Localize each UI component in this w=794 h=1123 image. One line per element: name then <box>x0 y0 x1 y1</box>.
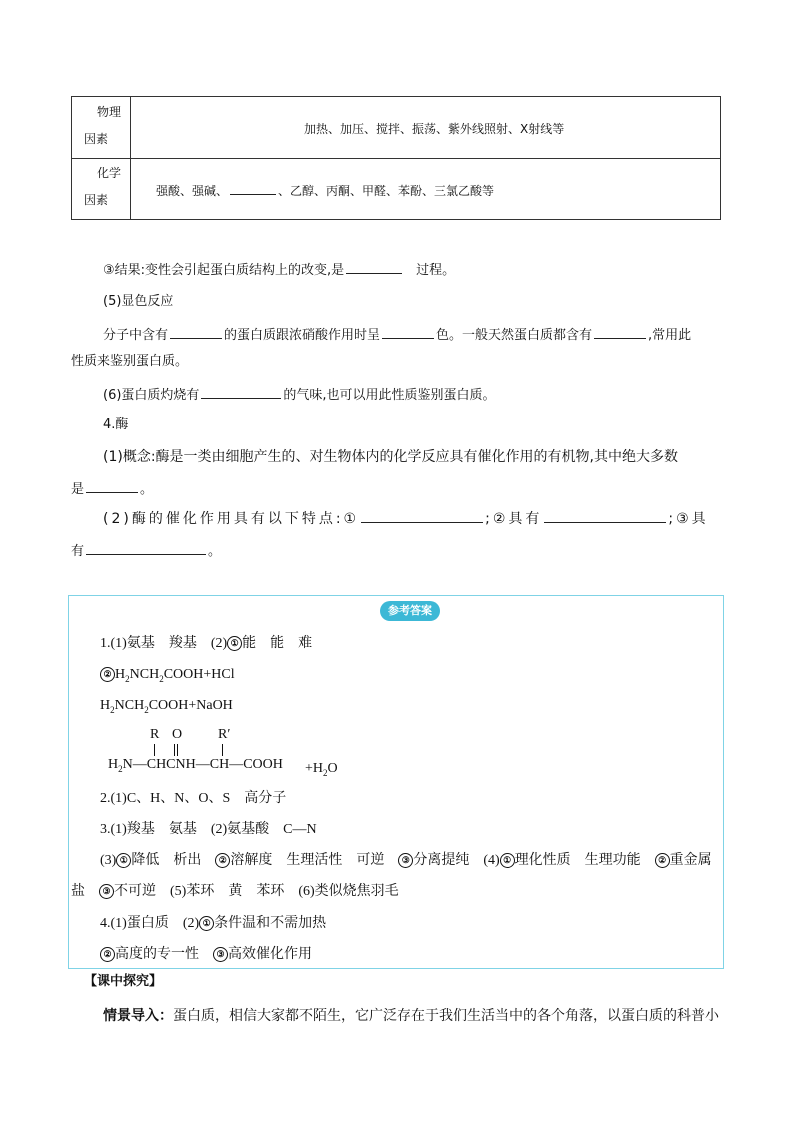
text-part: O <box>327 761 338 776</box>
bond-line <box>222 744 223 756</box>
physical-factors-text: 加热、加压、搅拌、振荡、紫外线照射、X射线等 <box>304 122 565 136</box>
text-part: 降低 析出 <box>131 853 202 868</box>
text-part: 能 能 难 <box>242 636 313 651</box>
text-part: 分离提纯 (4) <box>413 853 500 868</box>
text-part: 条件温和不需加热 <box>214 916 327 931</box>
intro-label: 情景导入： <box>103 1008 173 1024</box>
denaturation-factors-table <box>71 96 721 220</box>
answer-badge: 参考答案 <box>380 601 440 621</box>
text-part: 有 <box>71 544 85 559</box>
text-part: 1.(1)氨基 羧基 (2) <box>100 636 228 651</box>
circled-number: ① <box>116 853 131 868</box>
answer-line-9 <box>100 945 312 965</box>
row-label-line1: 化学 <box>97 166 122 180</box>
row-label-line1: 物理 <box>97 105 122 119</box>
circled-number: ① <box>500 853 515 868</box>
fill-blank[interactable] <box>170 324 222 339</box>
circled-number: ② <box>215 853 230 868</box>
row-label-line2: 因素 <box>84 132 109 146</box>
fill-blank[interactable] <box>594 324 646 339</box>
text-part: 理化性质 生理功能 <box>514 853 641 868</box>
enzyme-features-line2 <box>71 540 221 562</box>
enzyme-concept-line2 <box>71 478 153 500</box>
text-part: 高度的专一性 <box>115 947 199 962</box>
text-part: 色。一般天然蛋白质都含有 <box>436 328 593 343</box>
bond-line <box>177 744 178 756</box>
text-part: (2)酶的催化作用具有以下特点:① <box>103 511 360 527</box>
answer-line-6 <box>100 851 712 871</box>
text-part: (6)蛋白质灼烧有 <box>103 388 200 403</box>
bond-line <box>174 744 175 756</box>
text-part: ③结果:变性会引起蛋白质结构上的改变,是 <box>103 263 345 278</box>
row-label-line2: 因素 <box>84 193 109 207</box>
result-line <box>103 259 455 281</box>
intro-text: 蛋白质，相信大家都不陌生，它广泛存在于我们生活当中的各个角落，以蛋白质的科普小 <box>173 1008 719 1024</box>
chemical-factors-text <box>156 180 494 199</box>
text-part: (3) <box>100 853 117 868</box>
burn-line <box>103 384 496 406</box>
fill-blank[interactable] <box>361 508 483 523</box>
circled-number: ③ <box>398 853 413 868</box>
answer-line-7 <box>71 882 399 902</box>
fill-blank[interactable] <box>86 540 206 555</box>
enzyme-heading: 4.酶 <box>103 417 129 432</box>
circled-number: ② <box>655 853 670 868</box>
table-row <box>72 158 720 219</box>
text-part: 溶解度 生理活性 可逆 <box>230 853 385 868</box>
text-part: 高效催化作用 <box>228 947 312 962</box>
row-content <box>132 97 720 158</box>
text-part: 4.(1)蛋白质 (2) <box>100 916 200 931</box>
text-part: 盐 <box>71 884 85 899</box>
text-part: 强酸、强碱、 <box>156 184 229 198</box>
text-part: 不可逆 (5)苯环 黄 苯环 (6)类似烧焦羽毛 <box>114 884 399 899</box>
circled-number: ② <box>100 667 115 682</box>
circled-number: ③ <box>99 884 114 899</box>
fill-blank[interactable] <box>382 324 434 339</box>
row-label <box>72 158 131 219</box>
bond-line <box>154 744 155 756</box>
row-label <box>72 97 131 158</box>
text-part: 是 <box>71 482 85 497</box>
text-part: ;③具 <box>668 511 709 527</box>
answer-line-8 <box>100 914 326 934</box>
row-content <box>132 158 720 219</box>
text-part: ,常用此 <box>648 328 692 343</box>
enzyme-concept-line1: (1)概念:酶是一类由细胞产生的、对生物体内的化学反应具有催化作用的有机物,其中绝大多数 <box>103 449 678 465</box>
fill-blank[interactable] <box>230 180 276 195</box>
circled-number: ① <box>199 916 214 931</box>
section-heading: 【课中探究】 <box>84 974 163 989</box>
text-part: 分子中含有 <box>103 328 169 343</box>
circled-number: ① <box>227 636 242 651</box>
answer-line-1 <box>100 634 312 654</box>
text-part: 的蛋白质跟浓硝酸作用时呈 <box>224 328 381 343</box>
color-reaction-line2: 性质来鉴别蛋白质。 <box>71 354 189 369</box>
fill-blank[interactable] <box>544 508 666 523</box>
text-part: 。 <box>140 482 154 497</box>
text-part: 、乙醇、丙酮、甲醛、苯酚、三氯乙酸等 <box>278 184 495 198</box>
formula-main-text: N—CHCNH—CH—COOH <box>122 757 283 772</box>
circled-number: ② <box>100 947 115 962</box>
formula-R: R <box>150 727 160 742</box>
text-part: 重金属 <box>669 853 712 868</box>
answer-line-3: $H_2NCH_2COOH+NaOH$ <box>100 698 233 715</box>
formula-plus-water: $+H_2O$ <box>305 761 338 778</box>
formula-R-prime: R′ <box>218 727 231 742</box>
answer-line-2: ② $H_2NCH_2COOH+HCl$ <box>100 665 235 689</box>
table-row <box>72 97 720 159</box>
answer-line-4: 2.(1)C、H、N、O、S 高分子 <box>100 791 287 806</box>
fill-blank[interactable] <box>346 259 402 274</box>
formula-O: O <box>172 727 183 742</box>
text-part: 过程。 <box>416 263 456 278</box>
circled-number: ③ <box>213 947 228 962</box>
fill-blank[interactable] <box>201 384 281 399</box>
fill-blank[interactable] <box>86 478 138 493</box>
text-part: +H <box>305 761 324 776</box>
enzyme-features-line1 <box>103 508 709 529</box>
color-reaction-line1 <box>103 324 691 346</box>
answer-line-5: 3.(1)羧基 氨基 (2)氨基酸 C—N <box>100 822 317 837</box>
text-part: 。 <box>208 544 222 559</box>
color-reaction-heading: (5)显色反应 <box>103 294 174 309</box>
text-part: ;②具有 <box>485 511 543 527</box>
text-part: 的气味,也可以用此性质鉴别蛋白质。 <box>283 388 496 403</box>
scenario-intro <box>103 1006 719 1026</box>
formula-main: $H_2N—CHCNH—CH—COOH$ <box>108 757 283 774</box>
